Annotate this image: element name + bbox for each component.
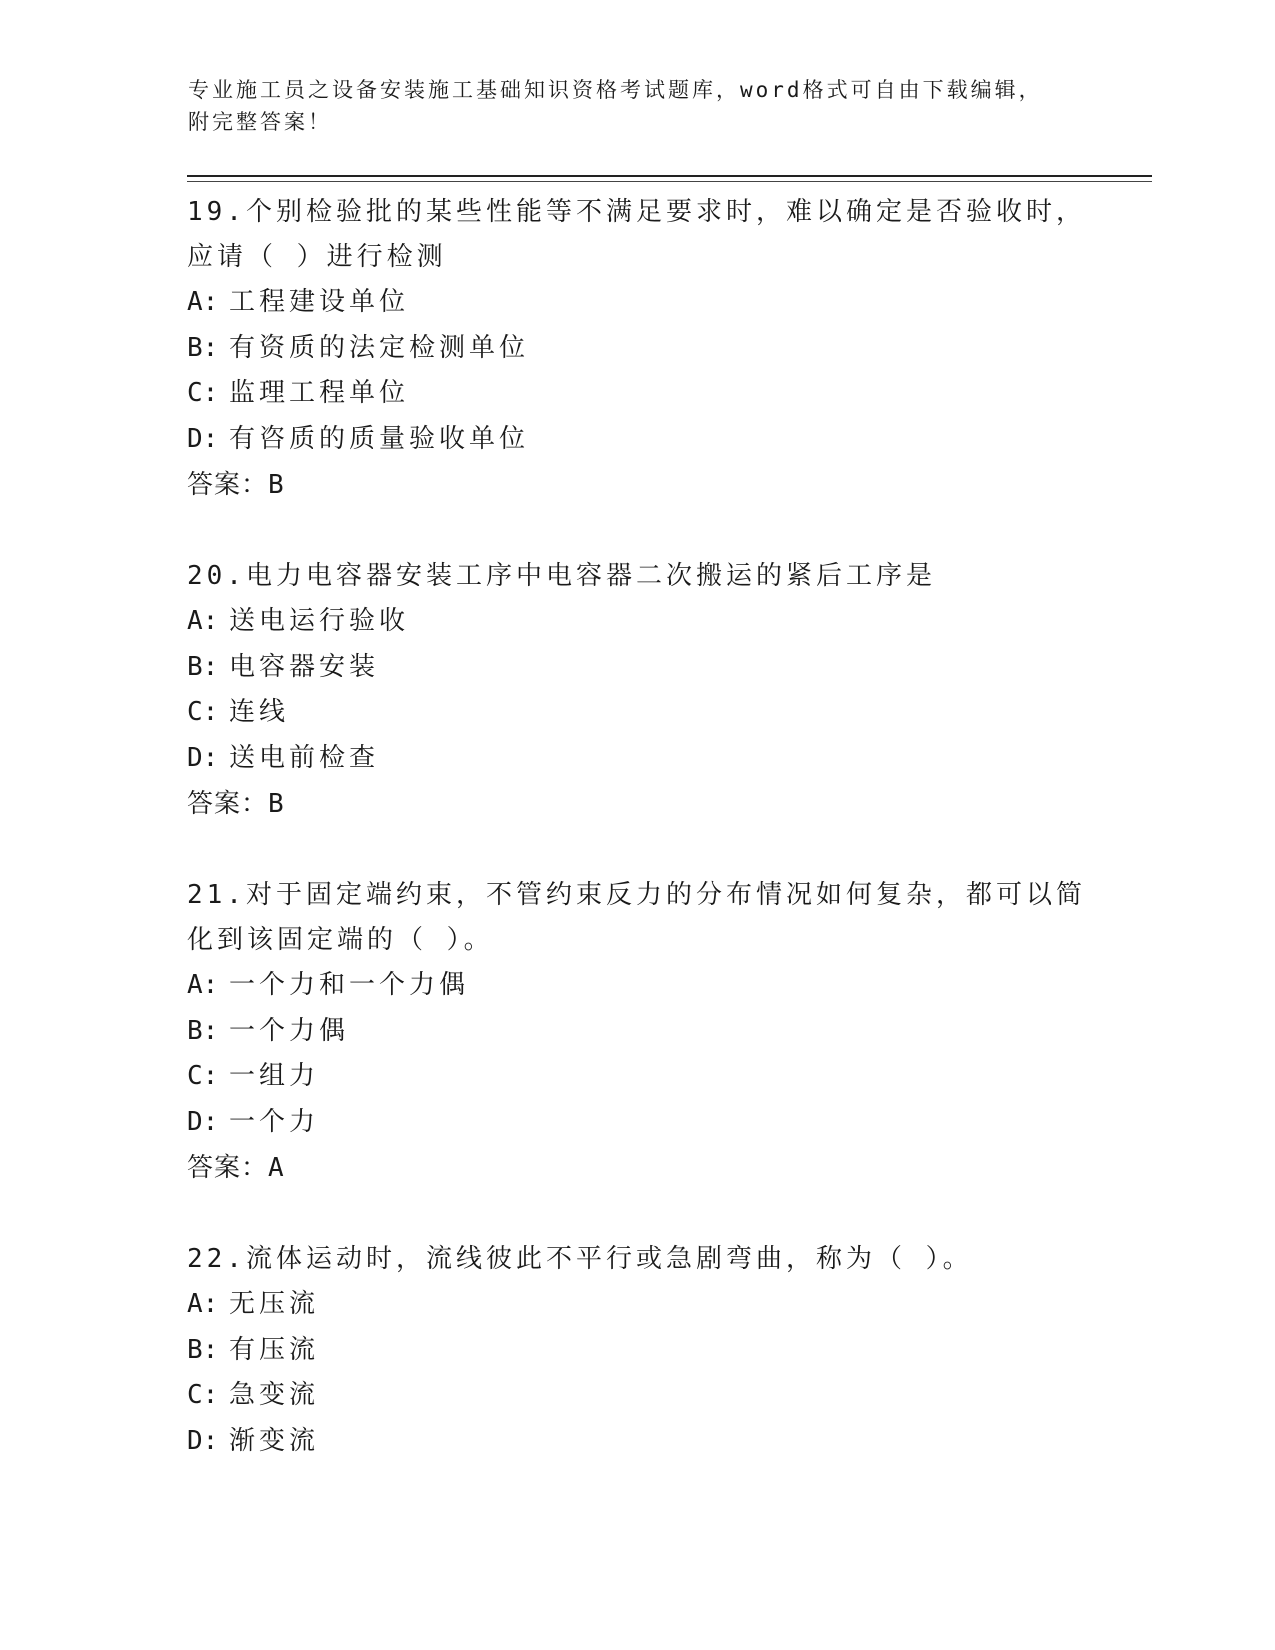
question-21 bbox=[187, 873, 1087, 1191]
option-text: 一个力和一个力偶 bbox=[229, 970, 470, 1000]
header-divider-thick bbox=[187, 175, 1152, 177]
option-key: A: bbox=[187, 1289, 219, 1319]
question-stem: 22.流体运动时，流线彼此不平行或急剧弯曲，称为（ ）。 bbox=[187, 1244, 973, 1274]
option-b bbox=[187, 645, 1087, 691]
option-a bbox=[187, 280, 1087, 326]
option-key: B: bbox=[187, 332, 219, 363]
option-text: 无压流 bbox=[229, 1289, 320, 1319]
option-key: B: bbox=[187, 651, 219, 682]
option-key: A: bbox=[187, 287, 219, 317]
option-c bbox=[187, 1373, 1087, 1419]
option-c bbox=[187, 371, 1087, 417]
option-key: C: bbox=[187, 697, 219, 727]
option-key: D: bbox=[187, 742, 219, 773]
question-19 bbox=[187, 190, 1087, 508]
option-a bbox=[187, 1282, 1087, 1328]
option-a bbox=[187, 963, 1087, 1009]
answer-value: A bbox=[268, 1153, 285, 1183]
answer-value: B bbox=[268, 470, 285, 500]
option-b bbox=[187, 1328, 1087, 1374]
option-b bbox=[187, 1009, 1087, 1055]
question-22 bbox=[187, 1237, 1087, 1464]
option-text: 有咨质的质量验收单位 bbox=[229, 423, 530, 454]
option-d bbox=[187, 736, 1087, 782]
option-text: 电容器安装 bbox=[229, 651, 380, 682]
option-key: D: bbox=[187, 1425, 219, 1456]
question-stem: 20.电力电容器安装工序中电容器二次搬运的紧后工序是 bbox=[187, 561, 936, 591]
option-c bbox=[187, 1054, 1087, 1100]
option-d bbox=[187, 1419, 1087, 1465]
header-line-2: 附完整答案！ bbox=[188, 110, 332, 134]
question-20 bbox=[187, 554, 1087, 827]
header-line-1: 专业施工员之设备安装施工基础知识资格考试题库，word格式可自由下载编辑， bbox=[188, 78, 1043, 102]
option-key: B: bbox=[187, 1334, 219, 1365]
option-text: 急变流 bbox=[229, 1380, 320, 1410]
option-key: C: bbox=[187, 1380, 219, 1410]
option-text: 有资质的法定检测单位 bbox=[229, 332, 530, 363]
option-text: 一组力 bbox=[229, 1061, 320, 1091]
option-key: A: bbox=[187, 970, 219, 1000]
option-text: 送电运行验收 bbox=[229, 606, 410, 636]
question-stem: 19.个别检验批的某些性能等不满足要求时，难以确定是否验收时，应请（ ）进行检测 bbox=[187, 197, 1086, 272]
option-text: 工程建设单位 bbox=[229, 287, 410, 317]
answer-line bbox=[187, 1145, 1087, 1191]
option-d bbox=[187, 417, 1087, 463]
option-text: 渐变流 bbox=[229, 1425, 320, 1456]
document-header bbox=[188, 74, 1088, 138]
question-stem: 21.对于固定端约束，不管约束反力的分布情况如何复杂，都可以简化到该固定端的（ ）。 bbox=[187, 880, 1086, 955]
option-key: C: bbox=[187, 378, 219, 408]
option-a bbox=[187, 599, 1087, 645]
answer-value: B bbox=[268, 789, 285, 819]
option-key: B: bbox=[187, 1015, 219, 1046]
option-key: A: bbox=[187, 606, 219, 636]
option-c bbox=[187, 690, 1087, 736]
answer-line bbox=[187, 462, 1087, 508]
option-key: D: bbox=[187, 1106, 219, 1137]
option-text: 监理工程单位 bbox=[229, 378, 410, 408]
question-list bbox=[187, 190, 1087, 1510]
option-key: C: bbox=[187, 1061, 219, 1091]
option-text: 有压流 bbox=[229, 1334, 320, 1365]
option-text: 送电前检查 bbox=[229, 742, 380, 773]
answer-label: 答案： bbox=[187, 1153, 269, 1183]
option-d bbox=[187, 1100, 1087, 1146]
option-b bbox=[187, 326, 1087, 372]
answer-line bbox=[187, 781, 1087, 827]
answer-label: 答案： bbox=[187, 470, 269, 500]
option-text: 一个力偶 bbox=[229, 1015, 350, 1046]
option-key: D: bbox=[187, 423, 219, 454]
answer-label: 答案： bbox=[187, 789, 269, 819]
option-text: 一个力 bbox=[229, 1106, 320, 1137]
header-divider-thin bbox=[187, 181, 1152, 182]
option-text: 连线 bbox=[229, 697, 290, 727]
